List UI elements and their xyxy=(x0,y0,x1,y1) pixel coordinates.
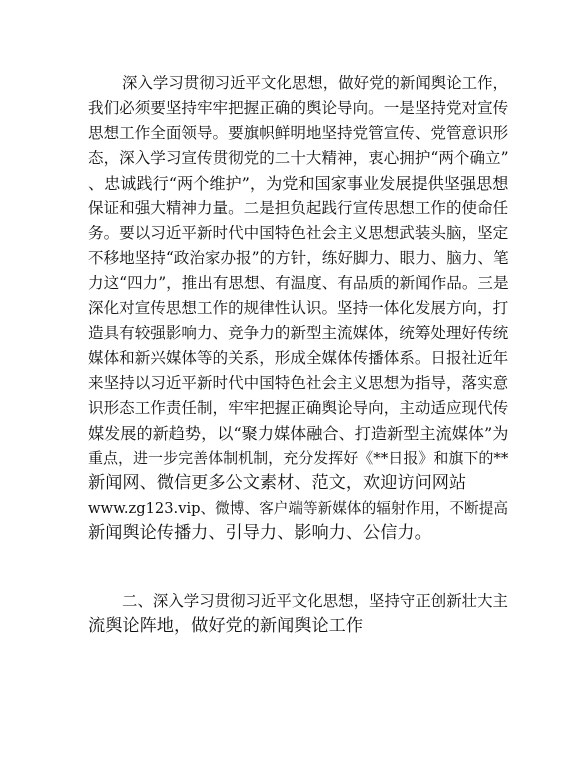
paragraph-line: 思想工作全面领导。要旗帜鲜明地坚持党管宣传、党管意识形 xyxy=(88,124,509,142)
paragraph-line: 保证和强大精神力量。二是担负起践行宣传思想工作的使命任 xyxy=(88,199,509,217)
body-paragraph xyxy=(88,71,508,546)
paragraph-line: 识形态工作责任制，牢牢把握正确舆论导向，主动适应现代传 xyxy=(88,399,509,417)
paragraph-line: 新闻舆论传播力、引导力、影响力、公信力。 xyxy=(88,523,432,543)
paragraph-line: 深化对宣传思想工作的规律性认识。坚持一体化发展方向，打 xyxy=(88,299,509,317)
paragraph-line: 务。要以习近平新时代中国特色社会主义思想武装头脑，坚定 xyxy=(88,224,509,242)
paragraph-line: 态，深入学习宣传贯彻党的二十大精神，衷心拥护“两个确立” xyxy=(88,149,509,167)
paragraph-line: 不移地坚持“政治家办报”的方针，练好脚力、眼力、脑力、笔 xyxy=(88,249,509,267)
paragraph-line: 、忠诚践行“两个维护”，为党和国家事业发展提供坚强思想 xyxy=(88,174,509,193)
paragraph-line: 深入学习贯彻习近平文化思想，做好党的新闻舆论工作， xyxy=(122,74,508,92)
paragraph-line: 二、深入学习贯彻习近平文化思想，坚持守正创新壮大主 xyxy=(122,592,508,610)
paragraph-line: 媒体和新兴媒体等的关系，形成全媒体传播体系。日报社近年 xyxy=(88,349,509,367)
paragraph-line: www.zg123.vip、微博、客户端等新媒体的辐射作用，不断提高 xyxy=(88,500,508,517)
paragraph-line: 媒发展的新趋势，以“聚力媒体融合、打造新型主流媒体”为 xyxy=(88,424,509,443)
section-heading-paragraph xyxy=(88,589,508,639)
paragraph-line: 流舆论阵地，做好党的新闻舆论工作 xyxy=(88,616,364,636)
paragraph-line: 来坚持以习近平新时代中国特色社会主义思想为指导，落实意 xyxy=(88,374,509,392)
paragraph-line: 重点，进一步完善体制机制，充分发挥好《**日报》和旗下的** xyxy=(88,449,509,467)
paragraph-line: 新闻网、微信更多公文素材、范文，欢迎访问网站 xyxy=(88,473,467,493)
paragraph-line: 造具有较强影响力、竞争力的新型主流媒体，统筹处理好传统 xyxy=(88,324,509,342)
paragraph-line: 力这“四力”，推出有思想、有温度、有品质的新闻作品。三是 xyxy=(88,274,509,292)
paragraph-line: 我们必须要坚持牢牢把握正确的舆论导向。一是坚持党对宣传 xyxy=(88,99,509,117)
